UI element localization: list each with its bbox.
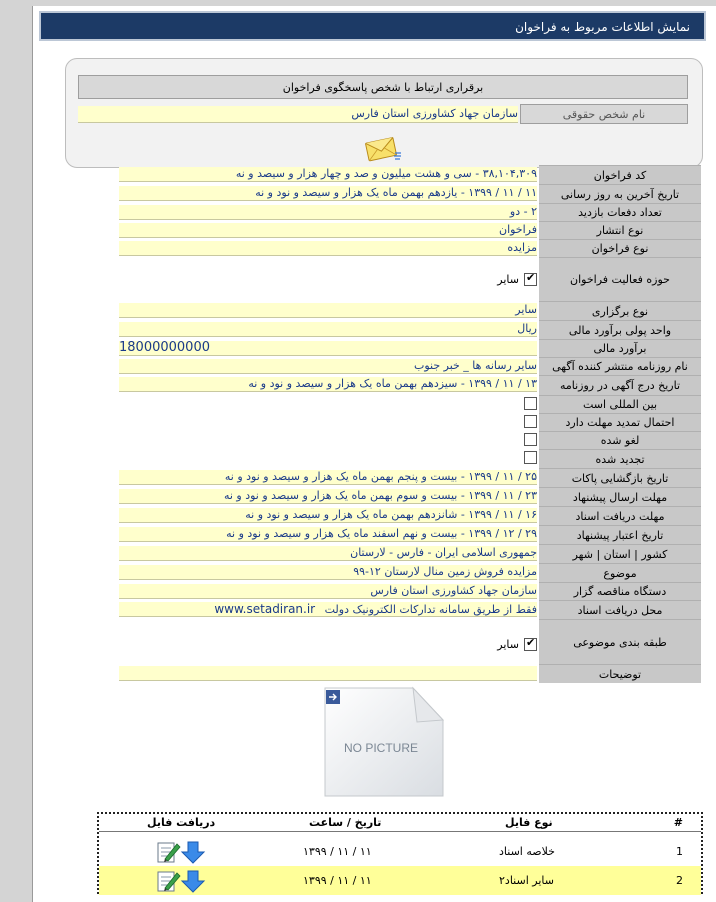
files-header xyxy=(99,814,701,832)
ad-date-label: تاریخ درج آگهی در روزنامه xyxy=(539,375,701,395)
row-ad-date xyxy=(119,375,701,395)
row-currency xyxy=(119,320,701,339)
extension-checkbox[interactable] xyxy=(524,415,537,428)
row-bid-validity xyxy=(119,525,701,544)
row-last-update xyxy=(119,184,701,203)
currency-label: واحد پولی برآورد مالی xyxy=(539,320,701,339)
call-type-label: نوع فراخوان xyxy=(539,239,701,257)
file-type: سایر اسناد۲ xyxy=(499,874,554,887)
holding-type-label: نوع برگزاری xyxy=(539,301,701,320)
envelope-icon[interactable] xyxy=(362,133,402,165)
header-num: # xyxy=(673,816,683,829)
visit-count-value: ۲ - دو xyxy=(119,205,537,220)
row-visit-count xyxy=(119,203,701,221)
description-label: توضیحات xyxy=(539,664,701,683)
newspaper-label: نام روزنامه منتشر کننده آگهی xyxy=(539,357,701,375)
organizer-label: دستگاه مناقصه گزار xyxy=(539,582,701,600)
page-title: نمایش اطلاعات مربوط به فراخوان xyxy=(39,11,706,41)
file-date: ۱۱ / ۱۱ / ۱۳۹۹ xyxy=(303,874,372,887)
file-num: 1 xyxy=(676,845,683,858)
cancelled-checkbox[interactable] xyxy=(524,433,537,446)
activity-scope-checkbox[interactable] xyxy=(524,273,537,286)
file-row xyxy=(99,866,701,895)
international-checkbox[interactable] xyxy=(524,397,537,410)
row-doc-place xyxy=(119,600,701,619)
call-type-value: مزایده xyxy=(119,241,537,256)
extension-label: احتمال تمدید مهلت دارد xyxy=(539,413,701,431)
newspaper-value: سایر رسانه ها _ خبر جنوب xyxy=(119,359,537,374)
doc-deadline-value: ۱۶ / ۱۱ / ۱۳۹۹ - شانزدهم بهمن ماه یک هزار و سیصد و نود و نه xyxy=(119,508,537,523)
row-subject xyxy=(119,563,701,582)
estimate-value: 18000000000 xyxy=(119,341,537,356)
row-publish-type xyxy=(119,221,701,239)
cancelled-label: لغو شده xyxy=(539,431,701,449)
header-type: نوع فایل xyxy=(505,816,553,829)
international-label: بین المللی است xyxy=(539,395,701,413)
publish-type-value: فراخوان xyxy=(119,223,537,238)
no-picture-image xyxy=(321,686,445,798)
row-estimate xyxy=(119,339,701,357)
files-table xyxy=(97,812,703,894)
category-label: طبقه بندی موضوعی xyxy=(539,619,701,664)
subject-label: موضوع xyxy=(539,563,701,582)
row-location xyxy=(119,544,701,563)
row-organizer xyxy=(119,582,701,600)
renewed-label: تجدید شده xyxy=(539,449,701,468)
bid-validity-value: ۲۹ / ۱۲ / ۱۳۹۹ - بیست و نهم اسفند ماه یک هزار و سیصد و نود و نه xyxy=(119,527,537,542)
doc-place-label: محل دریافت اسناد xyxy=(539,600,701,619)
row-holding-type xyxy=(119,301,701,320)
row-international xyxy=(119,395,701,413)
currency-value: ریال xyxy=(119,322,537,337)
file-date: ۱۱ / ۱۱ / ۱۳۹۹ xyxy=(303,845,372,858)
download-file-button[interactable] xyxy=(157,869,207,893)
row-activity-scope xyxy=(119,257,701,301)
file-type: خلاصه اسناد xyxy=(499,845,555,858)
holding-type-value: سایر xyxy=(119,303,537,318)
activity-scope-option: سایر xyxy=(497,273,519,286)
estimate-label: برآورد مالی xyxy=(539,339,701,357)
contact-label: نام شخص حقوقی xyxy=(520,104,688,124)
content-frame xyxy=(32,6,716,902)
visit-count-label: تعداد دفعات بازدید xyxy=(539,203,701,221)
location-value: جمهوری اسلامی ایران - فارس - لارستان xyxy=(119,546,537,561)
ad-date-value: ۱۳ / ۱۱ / ۱۳۹۹ - سیزدهم بهمن ماه یک هزار و سیصد و نود و نه xyxy=(119,377,537,392)
row-extension xyxy=(119,413,701,431)
bid-validity-label: تاریخ اعتبار پیشنهاد xyxy=(539,525,701,544)
activity-scope-label: حوزه فعالیت فراخوان xyxy=(539,257,701,301)
bid-deadline-value: ۲۳ / ۱۱ / ۱۳۹۹ - بیست و سوم بهمن ماه یک هزار و سیصد و نود و نه xyxy=(119,489,537,504)
description-value xyxy=(119,666,537,681)
publish-type-label: نوع انتشار xyxy=(539,221,701,239)
subject-value: مزایده فروش زمین منال لارستان ۱۲-۹۹ xyxy=(119,565,537,580)
envelope-open-label: تاریخ بازگشایی پاکات xyxy=(539,468,701,487)
doc-place-value xyxy=(119,602,537,617)
envelope-open-value: ۲۵ / ۱۱ / ۱۳۹۹ - بیست و پنجم بهمن ماه یک هزار و سیصد و نود و نه xyxy=(119,470,537,485)
organizer-value: سازمان جهاد کشاورزی استان فارس xyxy=(119,584,537,599)
doc-deadline-label: مهلت دریافت اسناد xyxy=(539,506,701,525)
row-cancelled xyxy=(119,431,701,449)
last-update-label: تاریخ آخرین به روز رسانی xyxy=(539,184,701,203)
category-option: سایر xyxy=(497,638,519,651)
row-newspaper xyxy=(119,357,701,375)
last-update-value: ۱۱ / ۱۱ / ۱۳۹۹ - یازدهم بهمن ماه یک هزار و سیصد و نود و نه xyxy=(119,186,537,201)
row-call-type xyxy=(119,239,701,257)
location-label: کشور | استان | شهر xyxy=(539,544,701,563)
call-code-label: کد فراخوان xyxy=(539,165,701,184)
row-description xyxy=(119,664,701,683)
header-download: دریافت فایل xyxy=(147,816,216,829)
row-renewed xyxy=(119,449,701,468)
row-call-code xyxy=(119,165,701,184)
row-bid-deadline xyxy=(119,487,701,506)
doc-place-text: فقط از طریق سامانه تدارکات الکترونیک دولت xyxy=(324,603,537,616)
header-date: تاریخ / ساعت xyxy=(309,816,382,829)
no-picture-text: NO PICTURE xyxy=(343,741,419,755)
bid-deadline-label: مهلت ارسال پیشنهاد xyxy=(539,487,701,506)
setadiran-link[interactable]: www.setadiran.ir xyxy=(214,602,316,616)
download-file-button[interactable] xyxy=(157,840,207,864)
row-doc-deadline xyxy=(119,506,701,525)
category-checkbox[interactable] xyxy=(524,638,537,651)
contact-value: سازمان جهاد کشاورزی استان فارس xyxy=(78,106,518,123)
call-code-value: ۳۸,۱۰۴,۳۰۹ - سی و هشت میلیون و صد و چهار هزار و سیصد و نه xyxy=(119,167,537,182)
row-envelope-open xyxy=(119,468,701,487)
renewed-checkbox[interactable] xyxy=(524,451,537,464)
contact-heading: برقراری ارتباط با شخص پاسخگوی فراخوان xyxy=(78,75,688,99)
file-num: 2 xyxy=(676,874,683,887)
file-row xyxy=(99,837,701,866)
row-category xyxy=(119,619,701,664)
contact-panel xyxy=(65,58,703,168)
